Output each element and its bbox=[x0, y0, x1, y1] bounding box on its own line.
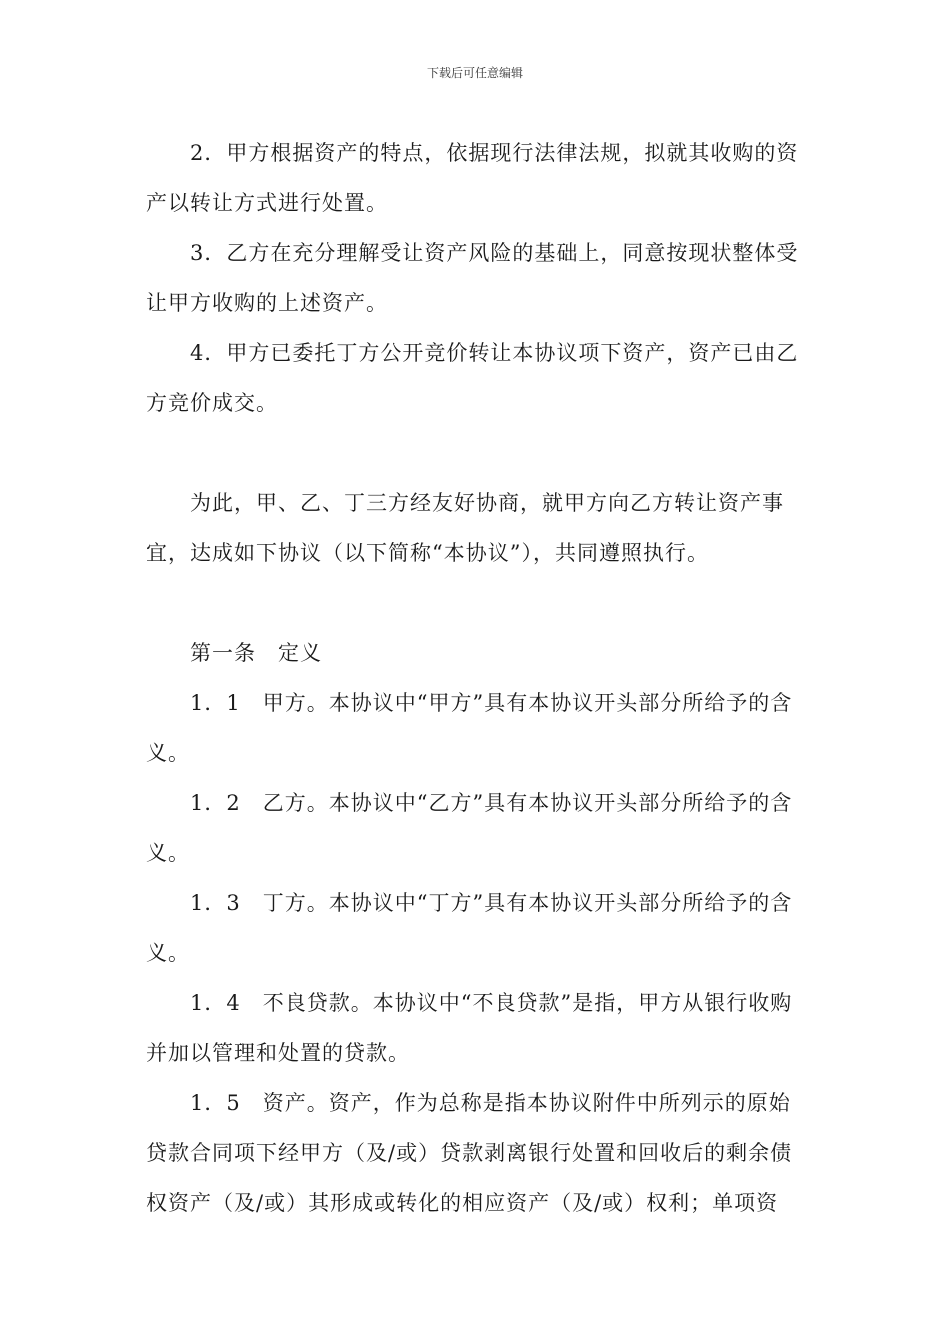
clause-1-1: 1．1 甲方。本协议中“甲方”具有本协议开头部分所给予的含义。 bbox=[146, 691, 793, 765]
clause-1-4: 1．4 不良贷款。本协议中“不良贷款”是指，甲方从银行收购并加以管理和处置的贷款。 bbox=[146, 991, 793, 1065]
spacer bbox=[146, 578, 806, 628]
clause-1-2: 1．2 乙方。本协议中“乙方”具有本协议开头部分所给予的含义。 bbox=[146, 791, 793, 865]
page-header: 下载后可任意编辑 bbox=[426, 66, 523, 80]
paragraph-2: 2．甲方根据资产的特点，依据现行法律法规，拟就其收购的资产以转让方式进行处置。 bbox=[146, 141, 799, 215]
article-1-heading: 第一条 定义 bbox=[190, 641, 322, 665]
spacer bbox=[146, 428, 806, 478]
paragraph-preamble: 为此，甲、乙、丁三方经友好协商，就甲方向乙方转让资产事宜，达成如下协议（以下简称“本协议”），共同遵照执行。 bbox=[146, 491, 784, 565]
paragraph-3: 3．乙方在充分理解受让资产风险的基础上，同意按现状整体受让甲方收购的上述资产。 bbox=[146, 241, 799, 315]
document-body bbox=[146, 128, 806, 1228]
paragraph-4: 4．甲方已委托丁方公开竞价转让本协议项下资产，资产已由乙方竞价成交。 bbox=[146, 341, 799, 415]
clause-1-3: 1．3 丁方。本协议中“丁方”具有本协议开头部分所给予的含义。 bbox=[146, 891, 793, 965]
clause-1-5: 1．5 资产。资产，作为总称是指本协议附件中所列示的原始贷款合同项下经甲方（及/或）贷款剥离银行处置和回收后的剩余债权资产（及/或）其形成或转化的相应资产（及/或）权利；单项资 bbox=[146, 1091, 793, 1215]
